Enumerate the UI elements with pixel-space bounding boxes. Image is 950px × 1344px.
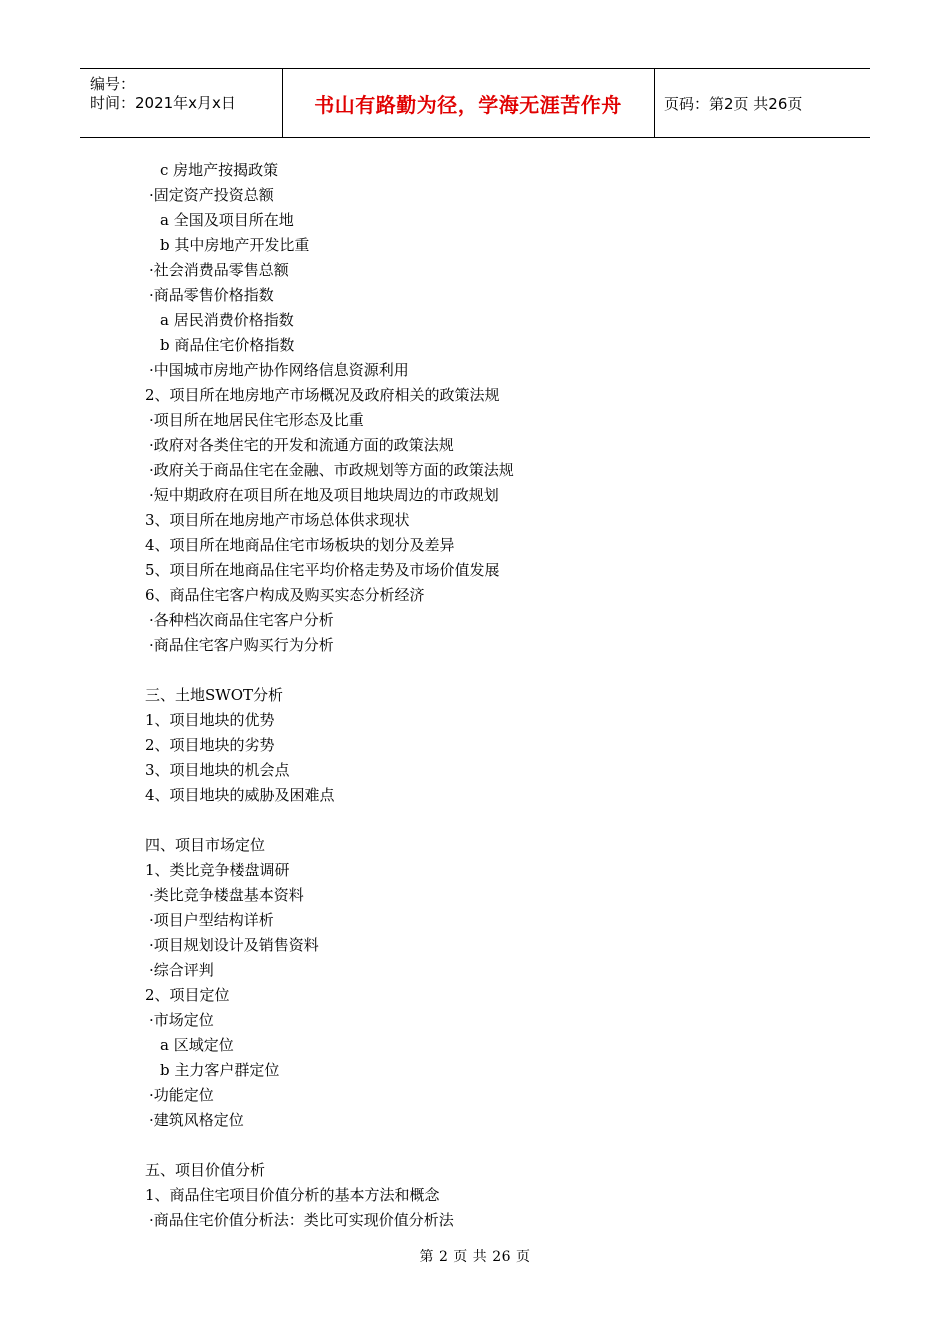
outline-line: ·功能定位 [149, 1086, 214, 1104]
outline-line: ·政府对各类住宅的开发和流通方面的政策法规 [149, 436, 454, 454]
outline-line: 4、项目地块的威胁及困难点 [145, 786, 335, 804]
outline-line: 2、项目定位 [145, 986, 230, 1004]
outline-line: 6、商品住宅客户构成及购买实态分析经济 [145, 586, 425, 604]
outline-line: a 全国及项目所在地 [160, 211, 294, 229]
outline-line: 三、土地SWOT分析 [145, 686, 283, 704]
outline-line: ·类比竞争楼盘基本资料 [149, 886, 304, 904]
outline-line: ·固定资产投资总额 [149, 186, 274, 204]
outline-line: ·项目所在地居民住宅形态及比重 [149, 411, 364, 429]
header-meta-cell [80, 69, 283, 137]
outline-line: ·商品住宅价值分析法：类比可实现价值分析法 [149, 1211, 454, 1229]
outline-line: ·中国城市房地产协作网络信息资源利用 [149, 361, 409, 379]
outline-line: ·市场定位 [149, 1011, 214, 1029]
header-page-cell [656, 69, 870, 137]
blank-line [145, 1133, 825, 1158]
outline-line: ·综合评判 [149, 961, 214, 979]
outline-line: 1、项目地块的优势 [145, 711, 275, 729]
outline-line: 1、类比竞争楼盘调研 [145, 861, 290, 879]
document-time-label: 时间：2021年x月x日 [90, 94, 236, 112]
outline-line: 3、项目地块的机会点 [145, 761, 290, 779]
document-body [145, 158, 825, 1233]
blank-line [145, 658, 825, 683]
outline-line: 4、项目所在地商品住宅市场板块的划分及差异 [145, 536, 455, 554]
outline-line: ·建筑风格定位 [149, 1111, 244, 1129]
outline-line: ·各种档次商品住宅客户分析 [149, 611, 334, 629]
outline-line: 1、商品住宅项目价值分析的基本方法和概念 [145, 1186, 440, 1204]
outline-line: b 其中房地产开发比重 [160, 236, 310, 254]
outline-line: c 房地产按揭政策 [160, 161, 279, 179]
outline-line: a 居民消费价格指数 [160, 311, 294, 329]
outline-line: 四、项目市场定位 [145, 836, 266, 854]
outline-line: ·社会消费品零售总额 [149, 261, 289, 279]
outline-line: ·商品住宅客户购买行为分析 [149, 636, 334, 654]
outline-line: a 区域定位 [160, 1036, 234, 1054]
outline-line: ·项目户型结构详析 [149, 911, 274, 929]
header-page-info: 页码：第2页 共26页 [664, 94, 803, 113]
outline-line: 2、项目所在地房地产市场概况及政府相关的政策法规 [145, 386, 500, 404]
page-footer: 第 2 页 共 26 页 [419, 1249, 531, 1265]
outline-line: ·短中期政府在项目所在地及项目地块周边的市政规划 [149, 486, 499, 504]
outline-line: b 主力客户群定位 [160, 1061, 280, 1079]
outline-line: 3、项目所在地房地产市场总体供求现状 [145, 511, 410, 529]
outline-line: b 商品住宅价格指数 [160, 336, 295, 354]
outline-line: 5、项目所在地商品住宅平均价格走势及市场价值发展 [145, 561, 500, 579]
outline-line: ·政府关于商品住宅在金融、市政规划等方面的政策法规 [149, 461, 514, 479]
outline-line: ·项目规划设计及销售资料 [149, 936, 319, 954]
blank-line [145, 808, 825, 833]
outline-line: ·商品零售价格指数 [149, 286, 274, 304]
outline-line: 五、项目价值分析 [145, 1161, 266, 1179]
outline-line: 2、项目地块的劣势 [145, 736, 275, 754]
header-motto: 书山有路勤为径，学海无涯苦作舟 [314, 92, 622, 117]
document-number-label: 编号： [90, 75, 136, 93]
header-motto-cell [282, 69, 655, 137]
page-header [80, 68, 870, 138]
